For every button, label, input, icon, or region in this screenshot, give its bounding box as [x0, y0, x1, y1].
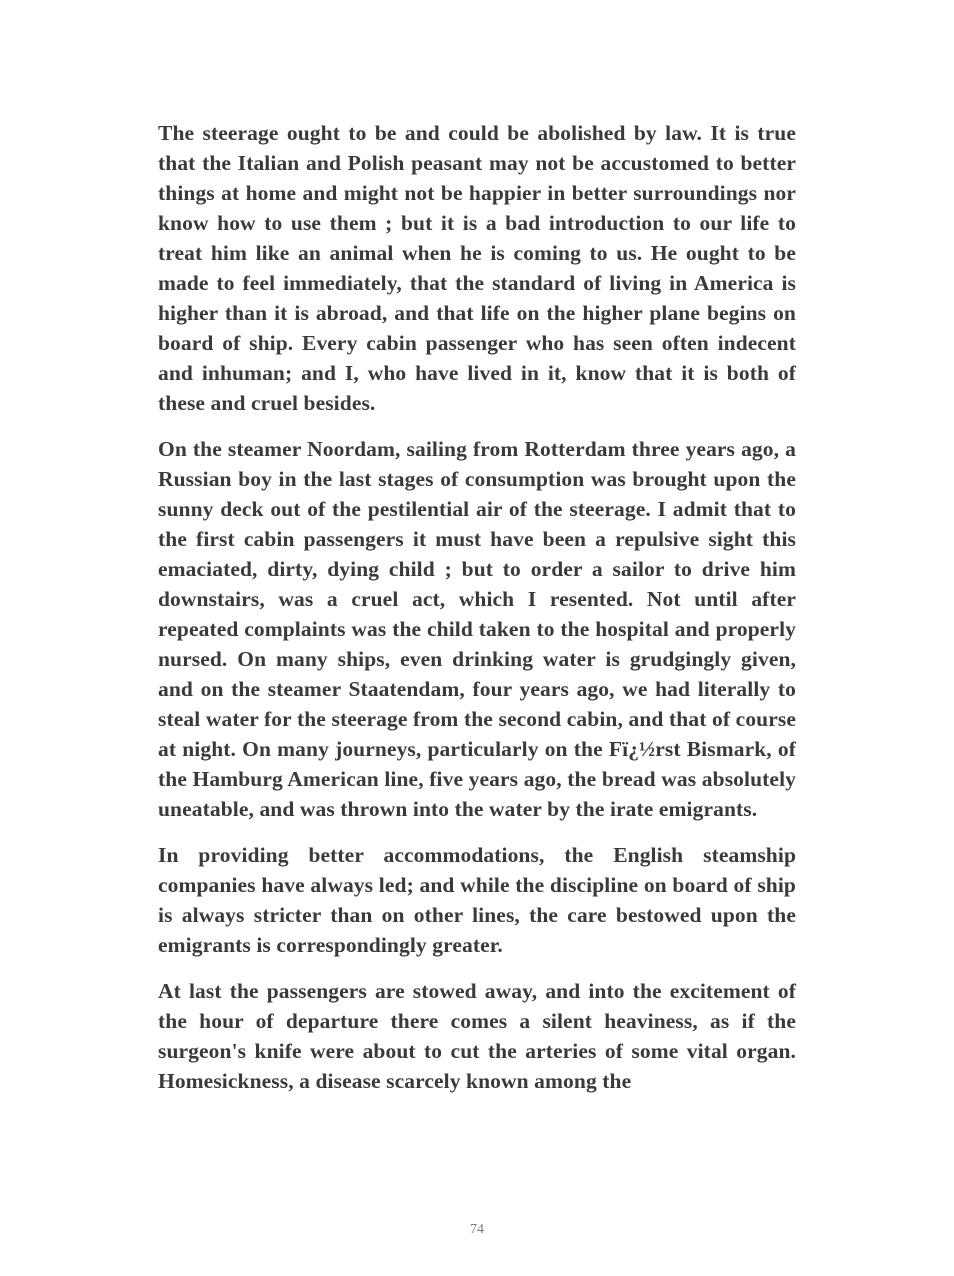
paragraph: In providing better accommodations, the English steamship companies have always led; and while the discipline on board of ship is always stricter than on other lines, the care bestowed upon the emigrants is correspondingly greater.	[158, 843, 796, 957]
page-body	[158, 118, 796, 1112]
page-number: 74	[470, 1222, 484, 1237]
paragraph: At last the passengers are stowed away, and into the excitement of the hour of departure there comes a silent heaviness, as if the surgeon's knife were about to cut the arteries of some vital organ. Homesickness, a disease scarcely known among the	[158, 979, 796, 1093]
paragraph: The steerage ought to be and could be abolished by law. It is true that the Italian and Polish peasant may not be accustomed to better things at home and might not be happier in better surroundings nor know how to use them ; but it is a bad introduction to our life to treat him like an animal when he is coming to us. He ought to be made to feel immediately, that the standard of living in America is higher than it is abroad, and that life on the higher plane begins on board of ship. Every cabin passenger who has seen often indecent and inhuman; and I, who have lived in it, know that it is both of these and cruel besides.	[158, 121, 796, 415]
paragraph: On the steamer Noordam, sailing from Rotterdam three years ago, a Russian boy in the last stages of consumption was brought upon the sunny deck out of the pestilential air of the steerage. I admit that to the first cabin passengers it must have been a repulsive sight this emaciated, dirty, dying child ; but to order a sailor to drive him downstairs, was a cruel act, which I resented. Not until after repeated complaints was the child taken to the hospital and properly nursed. On many ships, even drinking water is grudgingly given, and on the steamer Staatendam, four years ago, we had literally to steal water for the steerage from the second cabin, and that of course at night. On many journeys, particularly on the Fï¿½rst Bismark, of the Hamburg American line, five years ago, the bread was absolutely uneatable, and was thrown into the water by the irate emigrants.	[158, 437, 796, 821]
